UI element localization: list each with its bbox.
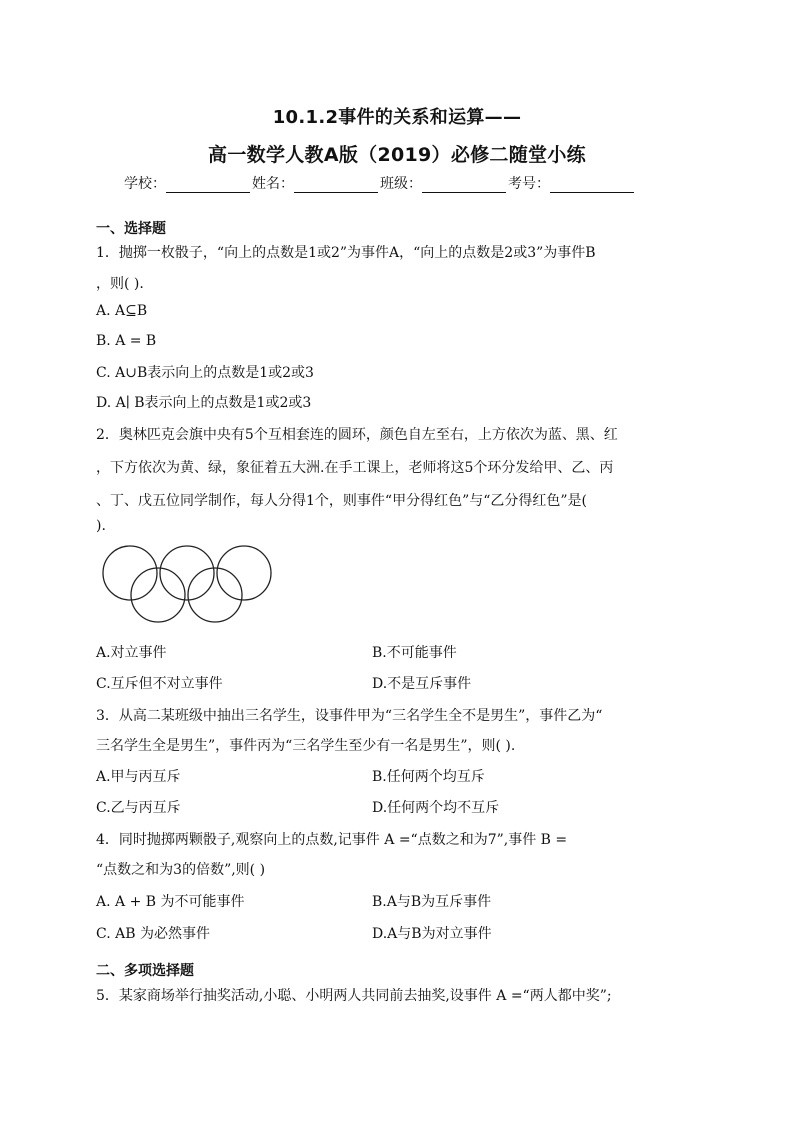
ring-top-middle bbox=[160, 546, 214, 600]
q3-option-b: B.任何两个均互斥 bbox=[372, 769, 485, 785]
ring-bottom-left bbox=[131, 568, 185, 622]
q3-option-d: D.任何两个均不互斥 bbox=[372, 800, 500, 816]
exam-no-blank[interactable] bbox=[550, 178, 634, 193]
q2-option-d: D.不是互斥事件 bbox=[372, 676, 472, 692]
q1-option-c: C. A∪B表示向上的点数是1或2或3 bbox=[96, 365, 314, 381]
q4-option-d: D.A与B为对立事件 bbox=[372, 926, 492, 942]
olympic-rings-figure bbox=[100, 543, 272, 625]
title-line-2: 高一数学人教A版（2019）必修二随堂小练 bbox=[208, 144, 586, 166]
q1-option-b: B. A = B bbox=[96, 333, 157, 349]
class-blank[interactable] bbox=[422, 178, 506, 193]
exam-no-field bbox=[508, 173, 636, 193]
q2-stem-line-1: 2．奥林匹克会旗中央有5个互相套连的圆环，颜色自左至右，上方依次为蓝、黑、红 bbox=[96, 427, 618, 443]
q2-stem-line-4: ). bbox=[96, 518, 106, 534]
exam-no-label: 考号： bbox=[508, 176, 550, 192]
q4-option-c: C. AB 为必然事件 bbox=[96, 926, 210, 942]
ring-top-left bbox=[103, 546, 157, 600]
school-label: 学校： bbox=[124, 176, 166, 192]
q2-option-a: A.对立事件 bbox=[96, 645, 167, 661]
q2-option-c: C.互斥但不对立事件 bbox=[96, 676, 223, 692]
title-line-1: 10.1.2事件的关系和运算—— bbox=[272, 107, 522, 128]
q4-stem-line-1: 4．同时抛掷两颗骰子,观察向上的点数,记事件 A =“点数之和为7”,事件 B = bbox=[96, 832, 568, 848]
q1-stem-line-1: 1．抛掷一枚骰子，“向上的点数是1或2”为事件A，“向上的点数是2或3”为事件B bbox=[96, 245, 596, 261]
q2-stem-line-2: ，下方依次为黄、绿，象征着五大洲.在手工课上，老师将这5个环分发给甲、乙、丙 bbox=[96, 460, 614, 476]
q3-option-a: A.甲与丙互斥 bbox=[96, 769, 181, 785]
q1-option-d: D. A∣ B表示向上的点数是1或2或3 bbox=[96, 395, 312, 411]
class-field bbox=[380, 173, 508, 193]
section-heading-single-choice: 一、选择题 bbox=[96, 221, 166, 237]
q3-stem-line-2: 三名学生全是男生”，事件丙为“三名学生至少有一名是男生”，则( ). bbox=[96, 738, 516, 754]
q1-stem-line-2: ，则( ). bbox=[96, 276, 144, 292]
q1-option-a: A. A⊆B bbox=[96, 303, 148, 319]
ring-top-right bbox=[217, 546, 271, 600]
class-label: 班级： bbox=[380, 176, 422, 192]
section-heading-multiple-choice: 二、多项选择题 bbox=[96, 963, 194, 979]
name-label: 姓名： bbox=[252, 176, 294, 192]
q5-stem-line-1: 5．某家商场举行抽奖活动,小聪、小明两人共同前去抽奖,设事件 A =“两人都中奖”; bbox=[96, 988, 612, 1004]
ring-bottom-right bbox=[188, 568, 242, 622]
q3-stem-line-1: 3．从高二某班级中抽出三名学生，设事件甲为“三名学生全不是男生”，事件乙为“ bbox=[96, 708, 603, 724]
school-blank[interactable] bbox=[166, 178, 250, 193]
school-field bbox=[124, 173, 252, 193]
q2-option-b: B.不可能事件 bbox=[372, 645, 457, 661]
q2-stem-line-3: 、丁、戊五位同学制作，每人分得1个，则事件“甲分得红色”与“乙分得红色”是( bbox=[96, 493, 587, 509]
q3-option-c: C.乙与丙互斥 bbox=[96, 800, 181, 816]
q4-stem-line-2: “点数之和为3的倍数”,则( ) bbox=[96, 862, 266, 878]
name-field bbox=[252, 173, 380, 193]
student-info-row bbox=[124, 173, 684, 193]
name-blank[interactable] bbox=[294, 178, 378, 193]
q4-option-b: B.A与B为互斥事件 bbox=[372, 894, 492, 910]
q4-option-a: A. A + B 为不可能事件 bbox=[96, 894, 245, 910]
